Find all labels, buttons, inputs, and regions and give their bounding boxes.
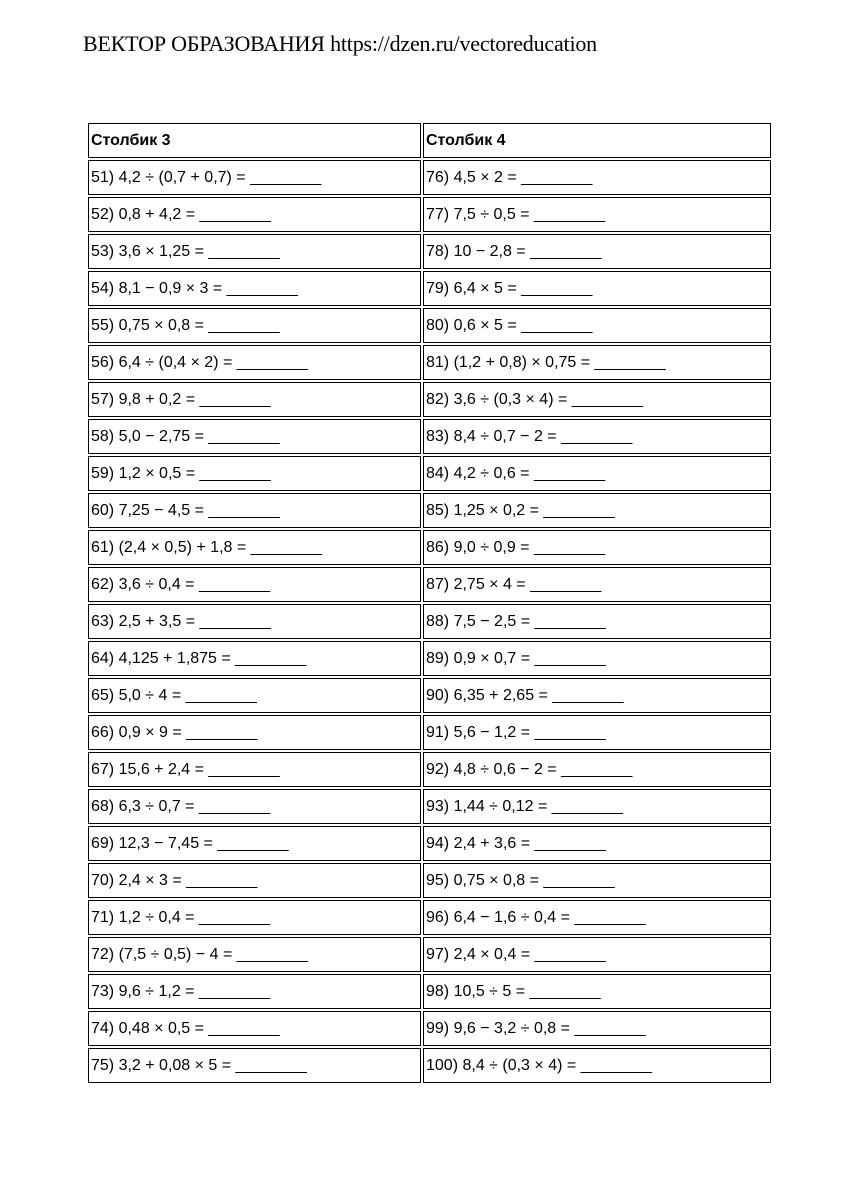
exercise-text: 83) 8,4 ÷ 0,7 − 2 = ________ [426,427,633,445]
table-row [88,789,771,824]
column-header-4 [423,123,771,158]
exercise-text: 79) 6,4 × 5 = ________ [426,279,593,297]
table-row [88,678,771,713]
exercise-text: 87) 2,75 × 4 = ________ [426,575,602,593]
exercise-cell-column-3 [88,863,421,898]
exercise-cell-column-4 [423,382,771,417]
exercise-cell-column-3 [88,308,421,343]
exercise-cell-column-3 [88,974,421,1009]
table-row [88,308,771,343]
table-row [88,567,771,602]
exercise-text: 93) 1,44 ÷ 0,12 = ________ [426,797,623,815]
exercise-cell-column-4 [423,752,771,787]
exercise-text: 69) 12,3 − 7,45 = ________ [91,834,289,852]
exercise-text: 88) 7,5 − 2,5 = ________ [426,612,606,630]
exercise-text: 57) 9,8 + 0,2 = ________ [91,390,271,408]
exercise-text: 73) 9,6 ÷ 1,2 = ________ [91,982,271,1000]
exercise-cell-column-4 [423,1048,771,1083]
table-row [88,826,771,861]
exercise-text: 91) 5,6 − 1,2 = ________ [426,723,606,741]
exercise-text: 56) 6,4 ÷ (0,4 × 2) = ________ [91,353,308,371]
exercise-text: 62) 3,6 ÷ 0,4 = ________ [91,575,271,593]
exercise-cell-column-4 [423,1011,771,1046]
exercise-table [86,121,773,1085]
table-row [88,382,771,417]
exercise-text: 53) 3,6 × 1,25 = ________ [91,242,280,260]
exercise-cell-column-4 [423,271,771,306]
exercise-text: 59) 1,2 × 0,5 = ________ [91,464,271,482]
exercise-text: 60) 7,25 − 4,5 = ________ [91,501,280,519]
exercise-text: 55) 0,75 × 0,8 = ________ [91,316,280,334]
exercise-cell-column-3 [88,345,421,380]
exercise-text: 96) 6,4 − 1,6 ÷ 0,4 = ________ [426,908,646,926]
exercise-cell-column-3 [88,641,421,676]
exercise-text: 100) 8,4 ÷ (0,3 × 4) = ________ [426,1056,652,1074]
exercise-text: 54) 8,1 − 0,9 × 3 = ________ [91,279,298,297]
exercise-text: 82) 3,6 ÷ (0,3 × 4) = ________ [426,390,643,408]
exercise-text: 84) 4,2 ÷ 0,6 = ________ [426,464,606,482]
exercise-cell-column-3 [88,752,421,787]
page-header: ВЕКТОР ОБРАЗОВАНИЯ https://dzen.ru/vectoreducation [83,31,597,56]
exercise-cell-column-4 [423,678,771,713]
exercise-cell-column-4 [423,493,771,528]
exercise-text: 70) 2,4 × 3 = ________ [91,871,258,889]
table-row [88,752,771,787]
exercise-text: 72) (7,5 ÷ 0,5) − 4 = ________ [91,945,308,963]
exercise-cell-column-4 [423,604,771,639]
exercise-cell-column-3 [88,419,421,454]
exercise-text: 71) 1,2 ÷ 0,4 = ________ [91,908,271,926]
exercise-cell-column-3 [88,937,421,972]
exercise-cell-column-3 [88,160,421,195]
exercise-cell-column-3 [88,234,421,269]
table-row [88,715,771,750]
table-row [88,974,771,1009]
table-row [88,160,771,195]
table-row [88,641,771,676]
exercise-cell-column-4 [423,789,771,824]
exercise-text: 67) 15,6 + 2,4 = ________ [91,760,280,778]
exercise-cell-column-3 [88,382,421,417]
exercise-text: 63) 2,5 + 3,5 = ________ [91,612,271,630]
exercise-text: 61) (2,4 × 0,5) + 1,8 = ________ [91,538,322,556]
exercise-cell-column-4 [423,715,771,750]
exercise-text: 95) 0,75 × 0,8 = ________ [426,871,615,889]
table-row [88,197,771,232]
exercise-cell-column-4 [423,567,771,602]
exercise-cell-column-3 [88,530,421,565]
exercise-cell-column-4 [423,641,771,676]
exercise-text: 97) 2,4 × 0,4 = ________ [426,945,606,963]
exercise-cell-column-3 [88,604,421,639]
table-row [88,419,771,454]
table-row [88,271,771,306]
table-row [88,234,771,269]
column-header-label: Столбик 4 [426,131,506,149]
table-header-row [88,123,771,158]
exercise-text: 65) 5,0 ÷ 4 = ________ [91,686,257,704]
exercise-text: 85) 1,25 × 0,2 = ________ [426,501,615,519]
exercise-cell-column-4 [423,234,771,269]
exercise-text: 94) 2,4 + 3,6 = ________ [426,834,606,852]
column-header-label: Столбик 3 [91,131,171,149]
exercise-cell-column-4 [423,530,771,565]
exercise-cell-column-3 [88,900,421,935]
exercise-table-body [88,123,771,1083]
exercise-text: 75) 3,2 + 0,08 × 5 = ________ [91,1056,307,1074]
exercise-text: 81) (1,2 + 0,8) × 0,75 = ________ [426,353,666,371]
exercise-text: 80) 0,6 × 5 = ________ [426,316,593,334]
exercise-cell-column-3 [88,678,421,713]
exercise-text: 90) 6,35 + 2,65 = ________ [426,686,624,704]
exercise-cell-column-3 [88,715,421,750]
exercise-cell-column-3 [88,1048,421,1083]
exercise-text: 68) 6,3 ÷ 0,7 = ________ [91,797,271,815]
exercise-cell-column-3 [88,789,421,824]
exercise-cell-column-4 [423,863,771,898]
exercise-cell-column-3 [88,456,421,491]
exercise-text: 76) 4,5 × 2 = ________ [426,168,593,186]
exercise-cell-column-4 [423,937,771,972]
exercise-cell-column-3 [88,567,421,602]
table-row [88,456,771,491]
exercise-text: 66) 0,9 × 9 = ________ [91,723,258,741]
table-row [88,1048,771,1083]
exercise-text: 51) 4,2 ÷ (0,7 + 0,7) = ________ [91,168,322,186]
exercise-text: 98) 10,5 ÷ 5 = ________ [426,982,601,1000]
table-row [88,1011,771,1046]
table-row [88,493,771,528]
table-row [88,900,771,935]
exercise-text: 89) 0,9 × 0,7 = ________ [426,649,606,667]
exercise-cell-column-3 [88,493,421,528]
exercise-text: 58) 5,0 − 2,75 = ________ [91,427,280,445]
exercise-cell-column-4 [423,197,771,232]
exercise-cell-column-4 [423,826,771,861]
exercise-cell-column-3 [88,826,421,861]
exercise-cell-column-4 [423,419,771,454]
table-row [88,530,771,565]
exercise-text: 99) 9,6 − 3,2 ÷ 0,8 = ________ [426,1019,646,1037]
exercise-cell-column-4 [423,974,771,1009]
exercise-cell-column-4 [423,345,771,380]
exercise-text: 52) 0,8 + 4,2 = ________ [91,205,271,223]
exercise-text: 74) 0,48 × 0,5 = ________ [91,1019,280,1037]
table-row [88,863,771,898]
exercise-cell-column-4 [423,160,771,195]
exercise-cell-column-3 [88,271,421,306]
exercise-cell-column-3 [88,197,421,232]
exercise-text: 78) 10 − 2,8 = ________ [426,242,602,260]
exercise-text: 64) 4,125 + 1,875 = ________ [91,649,307,667]
exercise-text: 86) 9,0 ÷ 0,9 = ________ [426,538,606,556]
exercise-text: 92) 4,8 ÷ 0,6 − 2 = ________ [426,760,633,778]
table-row [88,937,771,972]
column-header-3 [88,123,421,158]
exercise-cell-column-4 [423,456,771,491]
exercise-cell-column-3 [88,1011,421,1046]
table-row [88,604,771,639]
exercise-cell-column-4 [423,308,771,343]
exercise-cell-column-4 [423,900,771,935]
table-row [88,345,771,380]
exercise-text: 77) 7,5 ÷ 0,5 = ________ [426,205,606,223]
